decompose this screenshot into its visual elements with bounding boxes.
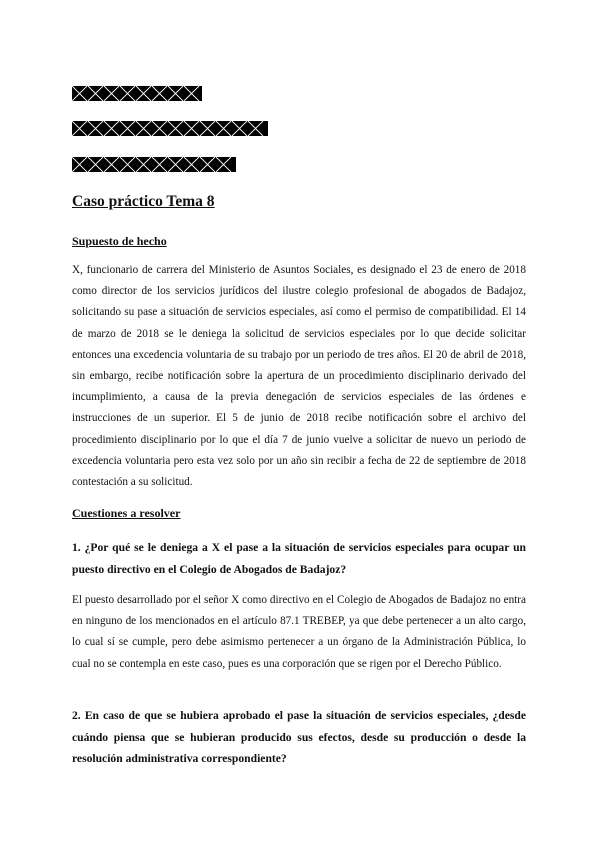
- redaction-pattern-icon: [72, 86, 202, 101]
- redacted-name-block: [72, 86, 202, 101]
- redacted-line-block: [72, 157, 236, 172]
- answer-1: El puesto desarrollado por el señor X como directivo en el Colegio de Abogados de Badajoz no entra en ninguno de los mencionados en el artículo 87.1 TREBEP, ya que debe pertenecer a un alto cargo, lo cual sí se cumple, pero debe asimismo pertenecer a un órgano de la Administración Pública, lo cual no se contempla en este caso, pues es una corporación que se rigen por el Derecho Público.: [72, 594, 526, 670]
- redaction-pattern-icon: [72, 157, 236, 172]
- page-title: Caso práctico Tema 8: [72, 193, 215, 210]
- section-heading-facts: Supuesto de hecho: [72, 234, 167, 248]
- section-heading-questions: Cuestiones a resolver: [72, 506, 181, 520]
- redacted-line-block: [72, 121, 268, 136]
- question-2: 2. En caso de que se hubiera aprobado el pase la situación de servicios especiales, ¿desde cuándo piensa que se hubieran producido sus efectos, desde su producción o desde la resolución administrativa correspondiente?: [72, 709, 526, 765]
- redaction-pattern-icon: [72, 121, 268, 136]
- question-1: 1. ¿Por qué se le deniega a X el pase a la situación de servicios especiales para ocupar un puesto directivo en el Colegio de Abogados de Badajoz?: [72, 541, 526, 576]
- facts-paragraph: X, funcionario de carrera del Ministerio de Asuntos Sociales, es designado el 23 de enero de 2018 como director de los servicios jurídicos del ilustre colegio profesional de abogados de Badajoz, solicitando su pase a situación de servicios especiales, así como el permiso de compatibilidad. El 14 de marzo de 2018 se le deniega la solicitud de servicios especiales por lo que decide solicitar entonces una excedencia voluntaria de su trabajo por un periodo de tres años. El 20 de abril de 2018, sin embargo, recibe notificación sobre la apertura de un procedimiento disciplinario derivado del incumplimiento, a causa de la previa denegación de servicios especiales de las órdenes e instrucciones de un superior. El 5 de junio de 2018 recibe notificación sobre el archivo del procedimiento disciplinario por lo que el día 7 de junio vuelve a solicitar de nuevo un periodo de excedencia voluntaria pero esta vez solo por un año sin recibir a fecha de 22 de septiembre de 2018 contestación a su solicitud.: [72, 264, 526, 489]
